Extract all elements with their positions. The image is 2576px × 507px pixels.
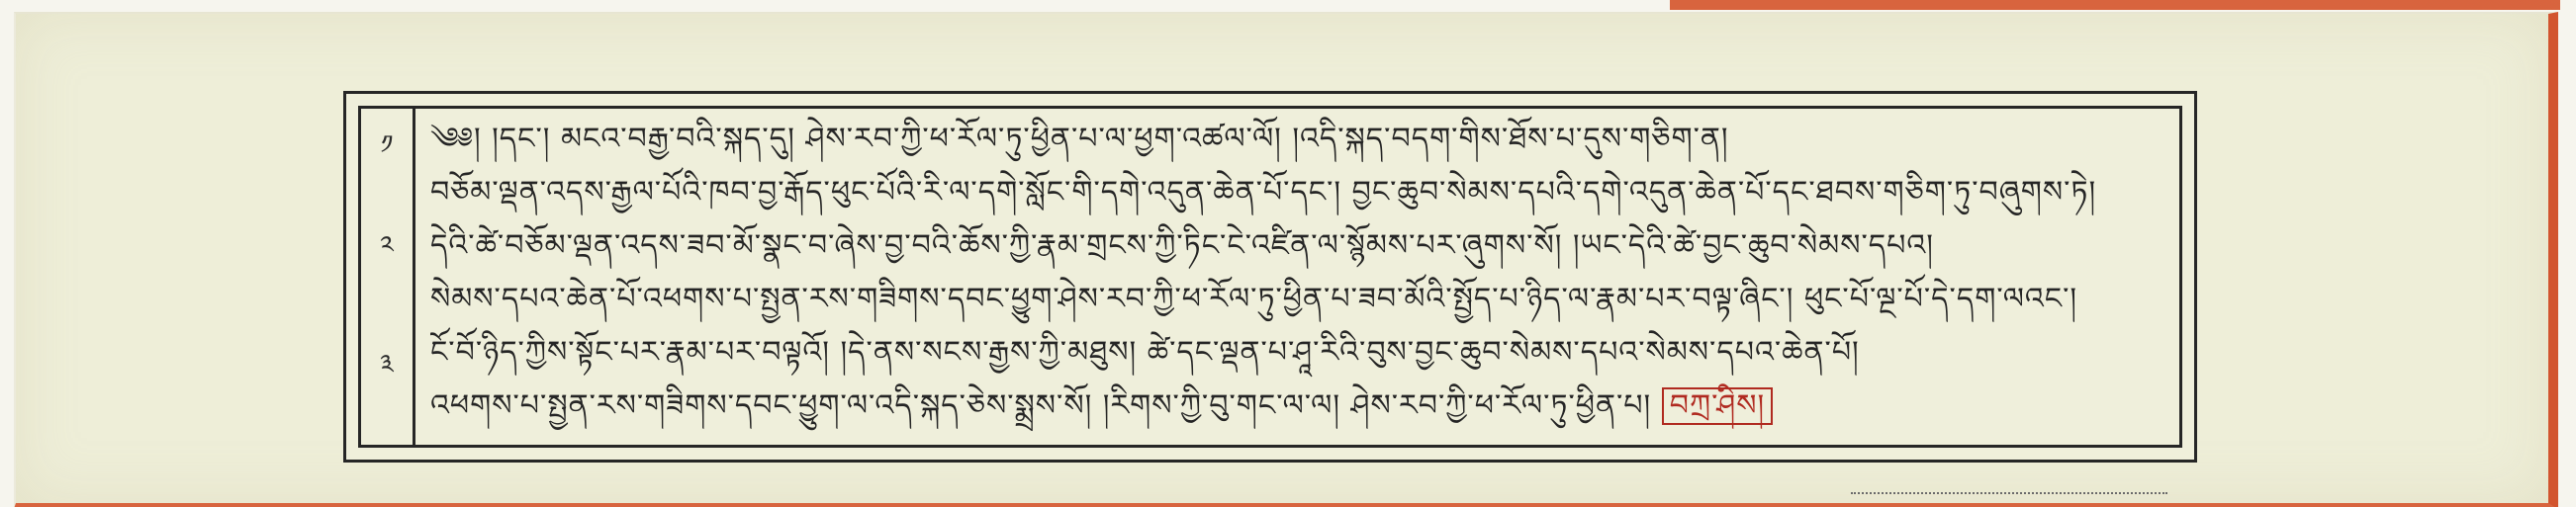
text-line: སེམས་དཔའ་ཆེན་པོ་འཕགས་པ་སྤྱན་རས་གཟིགས་དབང་ཕྱུག་ཤེས་རབ་ཀྱི་ཕ་རོལ་ཏུ་ཕྱིན་པ་ཟབ་མོའི་སྤྱོད་པ་ཉིད་ལ་རྣམ་པར་བལྟ་ཞིང་། ཕུང་པོ་ལྔ་པོ་དེ་དག་ལའང་། bbox=[430, 282, 2078, 316]
margin-mark: ༡ bbox=[380, 130, 394, 160]
margin-mark: ༣ bbox=[380, 350, 394, 380]
text-line: བཅོམ་ལྡན་འདས་རྒྱལ་པོའི་ཁབ་བྱ་རྒོད་ཕུང་པོའི་རི་ལ་དགེ་སློང་གི་དགེ་འདུན་ཆེན་པོ་དང་། བྱང་ཆུབ་སེམས་དཔའི་དགེ་འདུན་ཆེན་པོ་དང་ཐབས་གཅིག་ཏུ་བཞུགས་ཏེ། bbox=[430, 175, 2097, 210]
text-lines bbox=[430, 113, 2169, 441]
text-line: ངོ་བོ་ཉིད་ཀྱིས་སྟོང་པར་རྣམ་པར་བལྟའོ། །དེ་ནས་སངས་རྒྱས་ཀྱི་མཐུས། ཚེ་དང་ལྡན་པ་ཤཱ་རིའི་བུས་བྱང་ཆུབ་སེམས་དཔའ་སེམས་དཔའ་ཆེན་པོ། bbox=[430, 335, 1860, 370]
text-line-segment: འཕགས་པ་སྤྱན་རས་གཟིགས་དབང་ཕྱུག་ལ་འདི་སྐད་ཅེས་སྨྲས་སོ། །རིགས་ཀྱི་བུ་གང་ལ་ལ། ཤེས་རབ་ཀྱི་ཕ་རོལ་ཏུ་ཕྱིན་པ། bbox=[430, 388, 1662, 423]
text-line bbox=[430, 380, 2169, 433]
text-frame-inner bbox=[358, 106, 2182, 448]
text-frame bbox=[343, 91, 2197, 463]
red-stamp: བཀྲ་ཤིས། bbox=[1662, 387, 1773, 425]
text-line: དེའི་ཚེ་བཅོམ་ལྡན་འདས་ཟབ་མོ་སྣང་བ་ཞེས་བྱ་བའི་ཆོས་ཀྱི་རྣམ་གྲངས་ཀྱི་ཏིང་ངེ་འཛིན་ལ་སྙོམས་པར་ཞུགས་སོ། །ཡང་དེའི་ཚེ་བྱང་ཆུབ་སེམས་དཔའ། bbox=[430, 228, 1934, 263]
margin-column bbox=[361, 109, 415, 445]
text-line: ༄༅། །དང་། མངའ་བརྒྱ་བའི་སྐད་དུ། ཤེས་རབ་ཀྱི་ཕ་རོལ་ཏུ་ཕྱིན་པ་ལ་ཕྱག་འཚལ་ལོ། །འདི་སྐད་བདག་གིས་ཐོས་པ་དུས་གཅིག་ན། bbox=[430, 122, 1729, 156]
gloss-rule bbox=[1851, 492, 2167, 500]
margin-mark: ༢ bbox=[380, 231, 394, 261]
manuscript-folio bbox=[14, 12, 2558, 507]
